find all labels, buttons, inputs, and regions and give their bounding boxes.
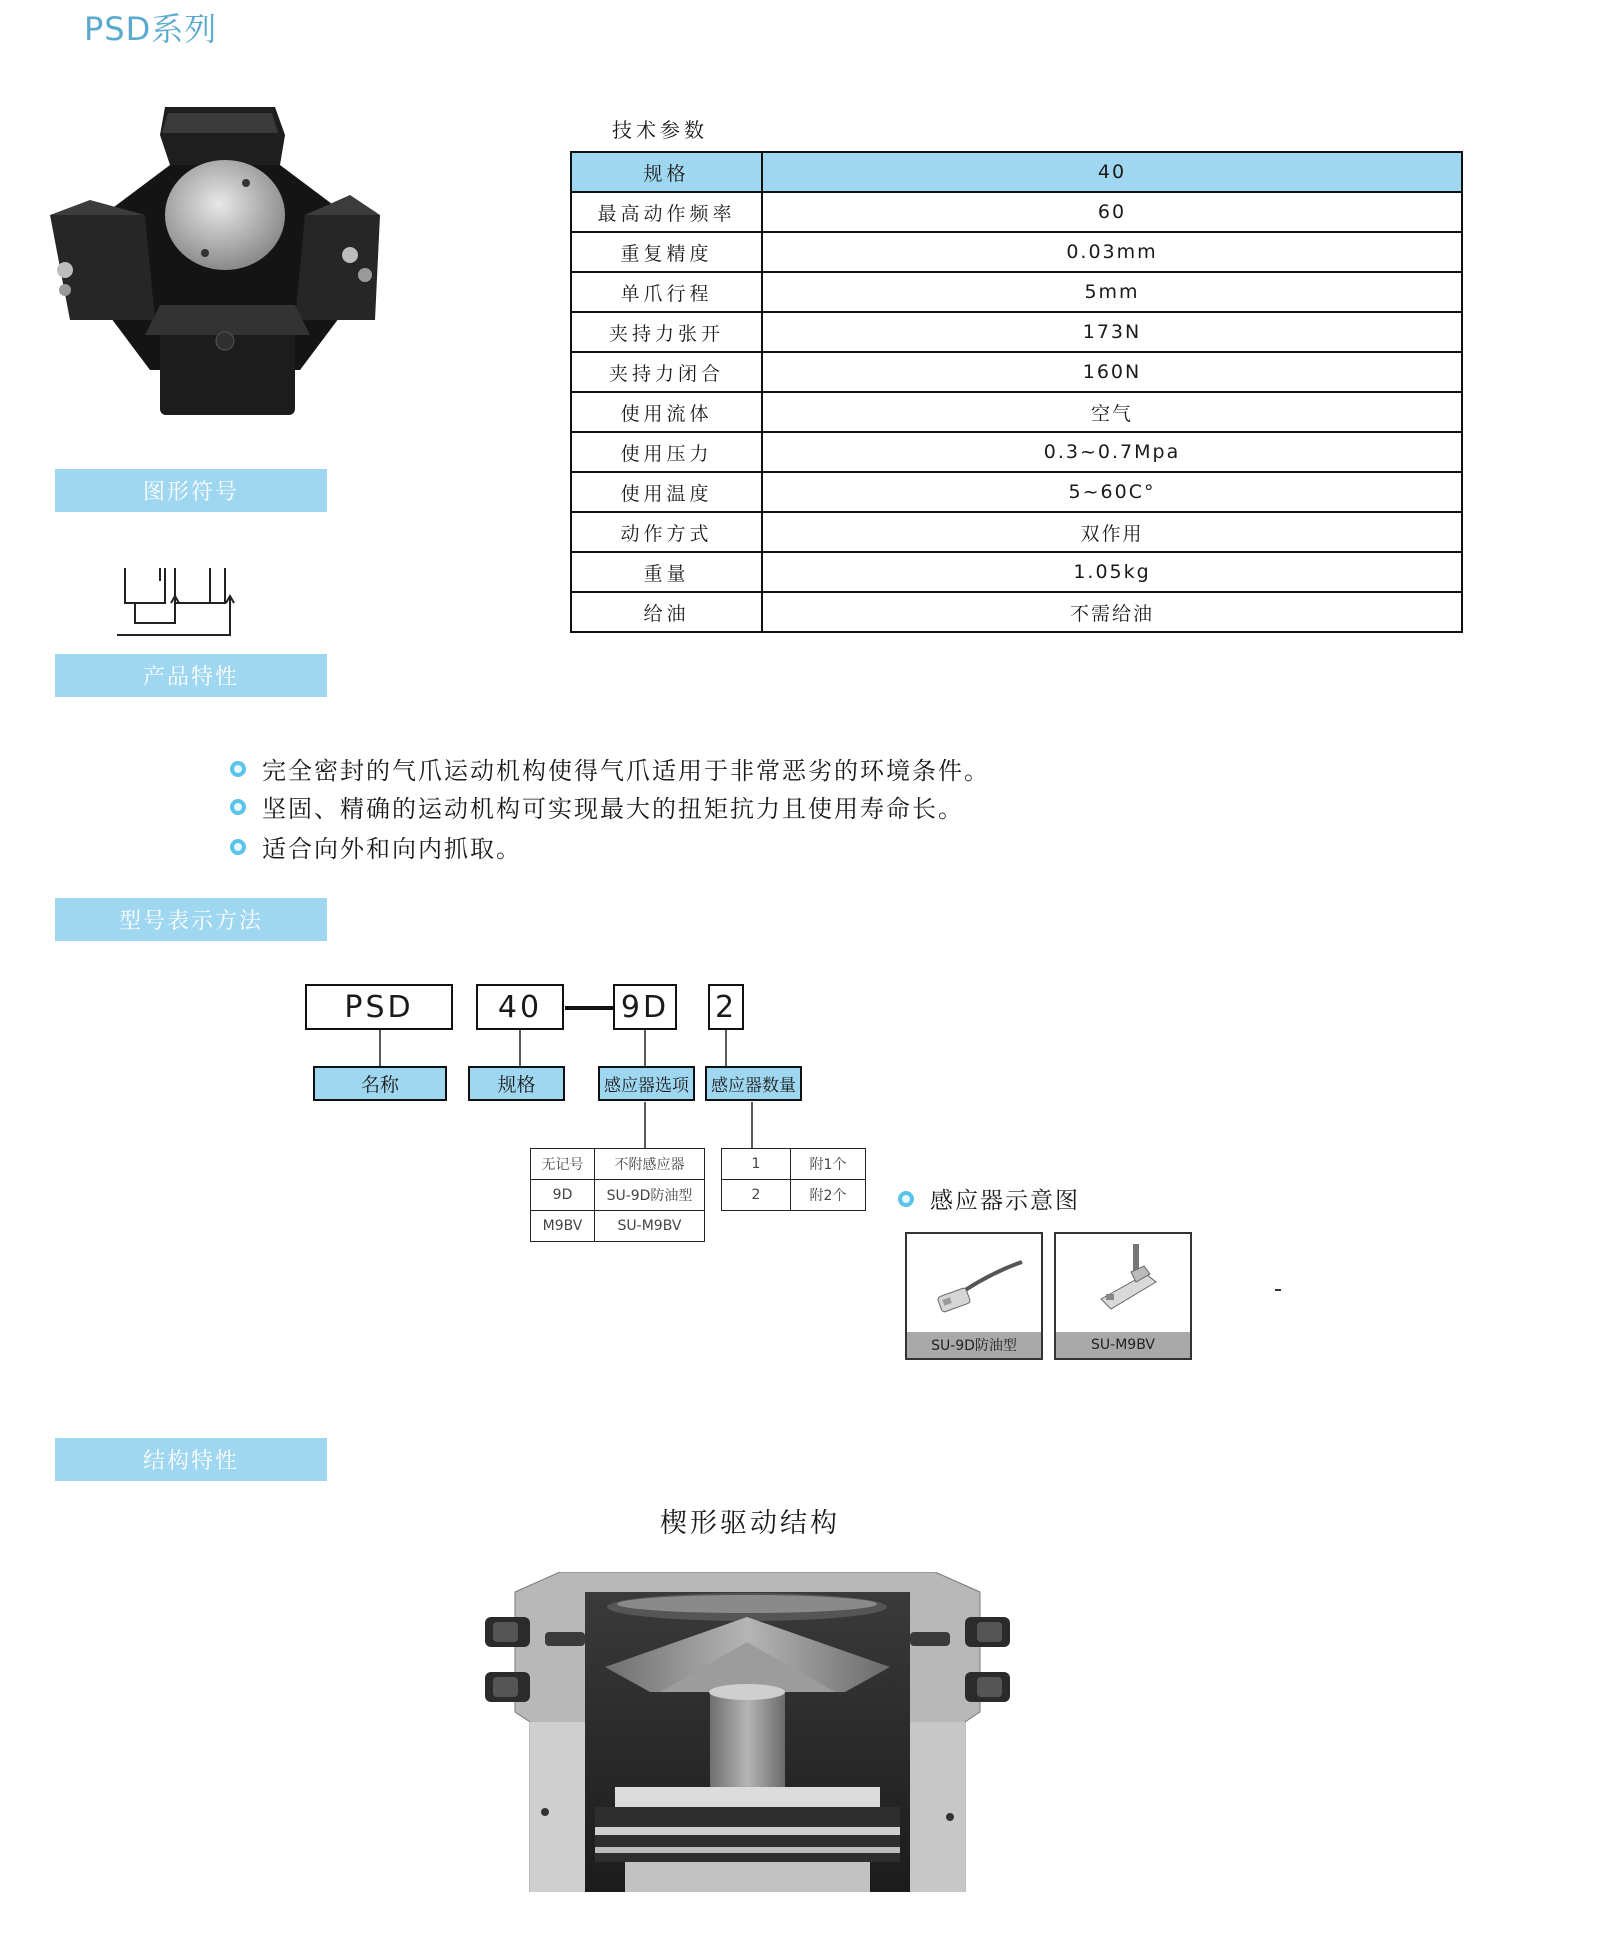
sensor-qty-table (721, 1148, 866, 1211)
sensor-m9bv-image (1076, 1244, 1176, 1329)
spec-row (571, 312, 1462, 352)
option-desc: SU-9D防油型 (595, 1180, 705, 1211)
spec-row (571, 192, 1462, 232)
spec-name: 夹持力闭合 (571, 352, 762, 392)
spec-label: 技术参数 (612, 118, 708, 142)
structure-cutaway-image (485, 1572, 1010, 1892)
code-label-name: 名称 (313, 1066, 447, 1101)
sensor-caption: SU-M9BV (1056, 1332, 1190, 1358)
option-code: 无记号 (531, 1149, 595, 1180)
qty-code: 2 (722, 1180, 791, 1211)
spec-table (570, 151, 1463, 633)
option-desc: 不附感应器 (595, 1149, 705, 1180)
spec-row (571, 152, 1462, 192)
spec-name: 使用温度 (571, 472, 762, 512)
spec-value: 60 (762, 192, 1462, 232)
qty-code: 1 (722, 1149, 791, 1180)
code-label-qty: 感应器数量 (705, 1066, 802, 1101)
spec-name: 使用流体 (571, 392, 762, 432)
spec-value: 173N (762, 312, 1462, 352)
sensor-9d-image (927, 1254, 1027, 1324)
spec-value: 0.03mm (762, 232, 1462, 272)
spec-row (571, 432, 1462, 472)
sensor-diagram-title: 感应器示意图 (930, 1188, 1080, 1214)
feature-item (230, 751, 990, 786)
code-label-size: 规格 (468, 1066, 565, 1101)
spec-value: 0.3~0.7Mpa (762, 432, 1462, 472)
spec-row (571, 512, 1462, 552)
code-label-sensor: 感应器选项 (598, 1066, 695, 1101)
bullet-icon (230, 799, 246, 815)
bullet-icon (230, 761, 246, 777)
spec-name: 给油 (571, 592, 762, 632)
option-code: M9BV (531, 1211, 595, 1242)
spec-name: 夹持力张开 (571, 312, 762, 352)
bullet-icon (898, 1191, 914, 1207)
qty-row (722, 1180, 866, 1211)
spec-name: 动作方式 (571, 512, 762, 552)
stray-mark (1275, 1289, 1281, 1291)
sensor-card-m9bv (1054, 1232, 1192, 1360)
option-desc: SU-M9BV (595, 1211, 705, 1242)
product-image (50, 105, 390, 420)
section-structure: 结构特性 (55, 1438, 327, 1481)
spec-value: 160N (762, 352, 1462, 392)
qty-row (722, 1149, 866, 1180)
bullet-icon (230, 839, 246, 855)
feature-text: 坚固、精确的运动机构可实现最大的扭矩抗力且使用寿命长。 (262, 795, 964, 823)
spec-row (571, 272, 1462, 312)
spec-row (571, 392, 1462, 432)
spec-name: 规格 (571, 152, 762, 192)
option-code: 9D (531, 1180, 595, 1211)
spec-row (571, 552, 1462, 592)
feature-text: 适合向外和向内抓取。 (262, 835, 522, 863)
spec-value: 不需给油 (762, 592, 1462, 632)
spec-row (571, 352, 1462, 392)
spec-value: 双作用 (762, 512, 1462, 552)
section-features: 产品特性 (55, 654, 327, 697)
spec-name: 重复精度 (571, 232, 762, 272)
spec-row (571, 232, 1462, 272)
code-part-sensor: 9D (613, 984, 677, 1030)
sensor-diagram-heading (898, 1182, 1080, 1215)
option-row (531, 1211, 705, 1242)
spec-name: 最高动作频率 (571, 192, 762, 232)
series-title: PSD系列 (84, 10, 218, 48)
structure-title: 楔形驱动结构 (660, 1508, 840, 1539)
code-part-size: 40 (476, 984, 564, 1030)
section-model: 型号表示方法 (55, 898, 327, 941)
spec-value: 5~60C° (762, 472, 1462, 512)
sensor-caption: SU-9D防油型 (907, 1332, 1041, 1358)
spec-name: 单爪行程 (571, 272, 762, 312)
spec-value: 空气 (762, 392, 1462, 432)
spec-name: 重量 (571, 552, 762, 592)
spec-name: 使用压力 (571, 432, 762, 472)
section-symbol: 图形符号 (55, 469, 327, 512)
code-part-qty: 2 (708, 984, 744, 1030)
option-row (531, 1180, 705, 1211)
qty-desc: 附2个 (791, 1180, 866, 1211)
code-part-name: PSD (305, 984, 453, 1030)
spec-value: 5mm (762, 272, 1462, 312)
feature-item (230, 829, 522, 864)
spec-value: 40 (762, 152, 1462, 192)
sensor-option-table (530, 1148, 705, 1242)
pneumatic-symbol (115, 563, 255, 643)
spec-row (571, 592, 1462, 632)
feature-text: 完全密封的气爪运动机构使得气爪适用于非常恶劣的环境条件。 (262, 757, 990, 785)
option-row (531, 1149, 705, 1180)
qty-desc: 附1个 (791, 1149, 866, 1180)
code-dash (565, 1006, 613, 1010)
spec-value: 1.05kg (762, 552, 1462, 592)
spec-row (571, 472, 1462, 512)
feature-item (230, 789, 964, 824)
sensor-card-9d (905, 1232, 1043, 1360)
